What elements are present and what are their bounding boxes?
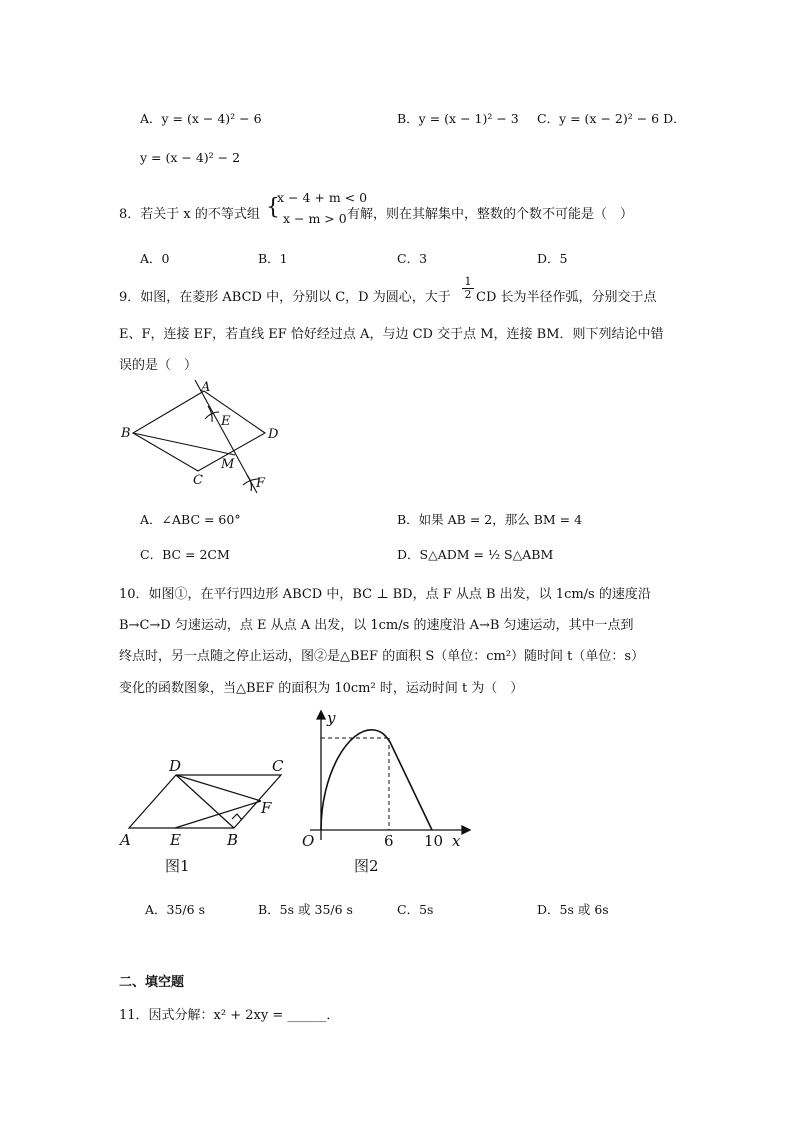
label-f: F: [256, 476, 266, 491]
q11-text: 11．因式分解：x² + 2xy = ______．: [119, 1008, 340, 1023]
q7-option-c: C．y = (x − 2)² − 6 D．: [537, 111, 686, 126]
q7-option-a: A．y = (x − 4)² − 6: [140, 111, 262, 126]
q10-parallelogram-figure: [115, 755, 295, 880]
q10-line1: 10．如图①，在平行四边形 ABCD 中，BC ⊥ BD，点 F 从点 B 出发，以 1cm/s 的速度沿: [119, 587, 651, 602]
section-title-fill-in: 二、填空题: [119, 975, 185, 990]
right-angle-mark: [232, 814, 242, 820]
q9-fraction: [462, 276, 474, 301]
area-curve: [321, 730, 432, 830]
y-axis-arrow: [317, 711, 325, 719]
q10-option-a: A．35/6 s: [145, 902, 205, 917]
q9-option-a: A．∠ABC = 60°: [140, 512, 241, 527]
fig1-label-f: F: [261, 799, 272, 817]
q10-option-c: C．5s: [397, 902, 434, 917]
q9-fraction-num: 1: [464, 275, 472, 288]
fig2-caption: 图2: [354, 857, 379, 875]
fig1-label-e: E: [170, 831, 181, 849]
label-m: M: [221, 457, 235, 472]
x-axis-arrow: [462, 826, 470, 834]
q8-stem-post: 有解，则在其解集中，整数的个数不可能是（ ）: [347, 207, 634, 222]
fig1-caption: 图1: [165, 857, 190, 875]
q9-option-c: C．BC = 2CM: [140, 547, 230, 562]
arc-f-2: [247, 475, 252, 491]
q8-option-d: D．5: [537, 251, 568, 266]
fig1-label-a: A: [120, 831, 131, 849]
q10-option-b: B．5s 或 35/6 s: [258, 902, 353, 917]
segment-df: [176, 775, 261, 801]
q10-option-d: D．5s 或 6s: [537, 902, 609, 917]
fig2-tick-10: 10: [424, 832, 444, 850]
q9-line1-post: CD 长为半径作弧，分别交于点: [476, 290, 657, 305]
q8-inequality-1: x − 4 + m < 0: [277, 190, 368, 205]
label-c: C: [193, 473, 203, 488]
fig1-label-b: B: [227, 831, 239, 849]
rhombus-abcd: [133, 391, 265, 471]
q8-option-a: A．0: [140, 251, 170, 266]
q9-line1-pre: 9．如图，在菱形 ABCD 中，分别以 C，D 为圆心，大于: [119, 290, 451, 305]
label-a: A: [201, 380, 211, 395]
q9-rhombus-figure: [115, 378, 290, 498]
q7-option-b: B．y = (x − 1)² − 3: [397, 111, 519, 126]
segment-bd: [176, 775, 234, 828]
q10-line3: 终点时，另一点随之停止运动，图②是△BEF 的面积 S（单位：cm²）随时间 t（单位：s）: [119, 649, 645, 664]
q10-graph-figure: [290, 705, 475, 880]
fig2-label-x: x: [452, 832, 461, 850]
q9-fraction-den: 2: [462, 288, 474, 301]
fig2-label-y: y: [327, 709, 336, 727]
segment-ef: [175, 801, 261, 828]
label-d: D: [268, 427, 279, 442]
fig1-label-d: D: [169, 757, 182, 775]
q8-option-c: C．3: [397, 251, 428, 266]
q8-inequality-2: x − m > 0: [283, 211, 347, 226]
q9-line3: 误的是（ ）: [119, 358, 198, 373]
label-e: E: [221, 414, 231, 429]
q8-brace: {: [266, 195, 280, 220]
q9-option-d: D．S△ADM = ½ S△ABM: [397, 547, 554, 562]
segment-bm: [133, 433, 235, 455]
q7-option-d: y = (x − 4)² − 2: [140, 150, 241, 165]
label-b: B: [121, 426, 131, 441]
q9-line2: E、F，连接 EF，若直线 EF 恰好经过点 A，与边 CD 交于点 M，连接 BM．则下列结论中错: [119, 327, 664, 342]
q10-line2: B→C→D 匀速运动，点 E 从点 A 出发，以 1cm/s 的速度沿 A→B 匀速运动，其中一点到: [119, 618, 634, 633]
fig1-label-c: C: [272, 757, 284, 775]
q8-option-b: B．1: [258, 251, 288, 266]
fig2-tick-6: 6: [384, 832, 394, 850]
q8-stem-pre: 8．若关于 x 的不等式组: [119, 207, 260, 222]
q10-line4: 变化的函数图象，当△BEF 的面积为 10cm² 时，运动时间 t 为（ ）: [119, 681, 524, 696]
fig2-label-o: O: [302, 832, 315, 850]
q9-option-b: B．如果 AB = 2，那么 BM = 4: [397, 512, 583, 527]
